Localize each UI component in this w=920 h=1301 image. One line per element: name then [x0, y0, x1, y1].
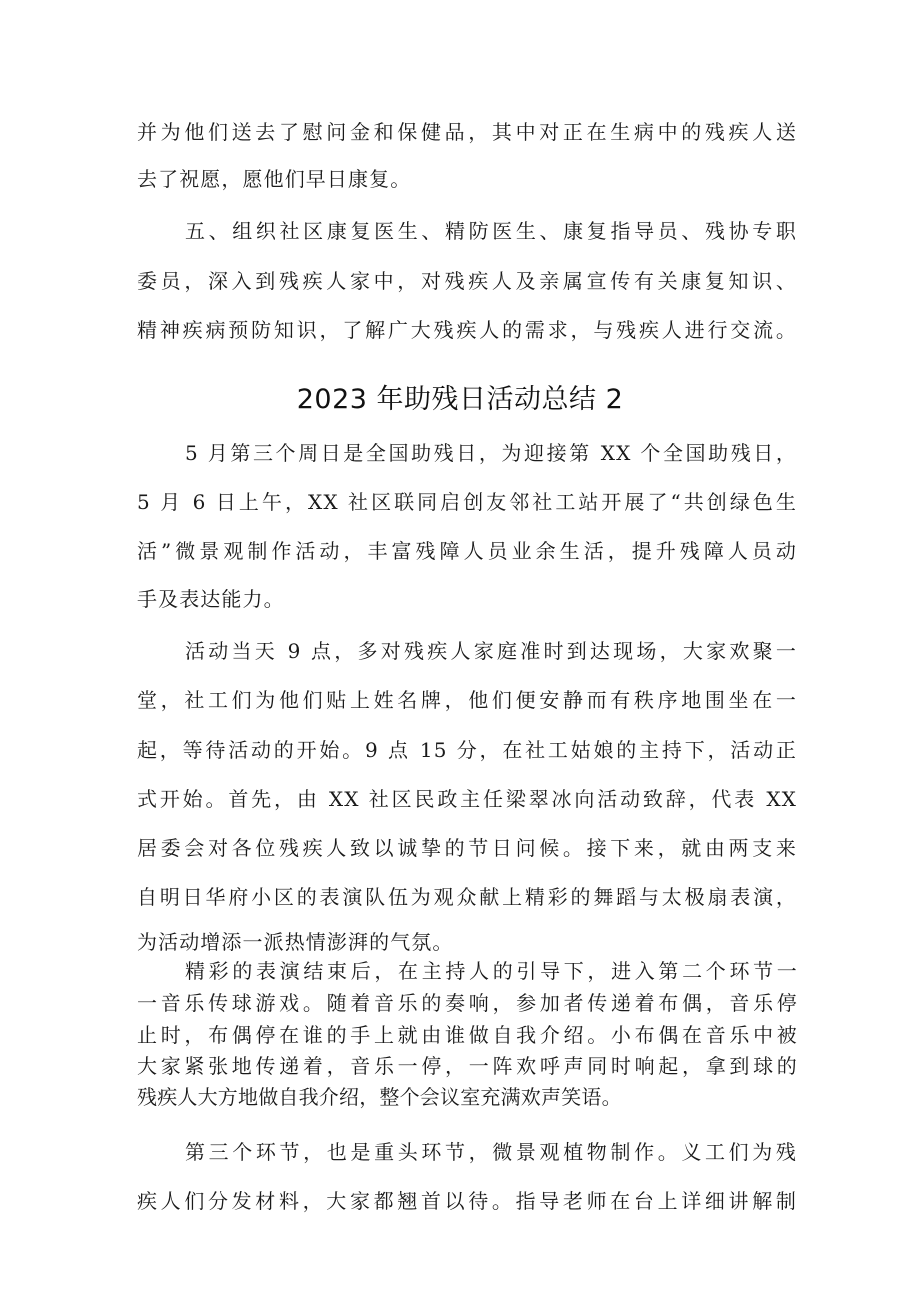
paragraph-line: 起，等待活动的开始。9 点 15 分，在社工姑娘的主持下，活动正 — [137, 738, 797, 762]
paragraph-line: 手及表达能力。 — [137, 587, 285, 611]
paragraph-line: 止时，布偶停在谁的手上就由谁做自我介绍。小布偶在音乐中被 — [137, 1023, 797, 1047]
paragraph-line: 堂，社工们为他们贴上姓名牌，他们便安静而有秩序地围坐在一 — [137, 688, 797, 712]
paragraph-line: 式开始。首先，由 XX 社区民政主任梁翠冰向活动致辞，代表 XX — [137, 787, 797, 811]
paragraph-line: 自明日华府小区的表演队伍为观众献上精彩的舞蹈与太极扇表演， — [137, 885, 797, 909]
paragraph-line: 5 月第三个周日是全国助残日，为迎接第 XX 个全国助残日， — [185, 441, 797, 465]
paragraph-line: 一音乐传球游戏。随着音乐的奏响，参加者传递着布偶，音乐停 — [137, 991, 797, 1015]
paragraph-line: 活”微景观制作活动，丰富残障人员业余生活，提升残障人员动 — [137, 539, 797, 563]
paragraph-line: 5 月 6 日上午，XX 社区联同启创友邻社工站开展了“共创绿色生 — [137, 490, 797, 514]
paragraph-line: 居委会对各位残疾人致以诚挚的节日问候。接下来，就由两支来 — [137, 836, 797, 860]
paragraph-line: 精神疾病预防知识，了解广大残疾人的需求，与残疾人进行交流。 — [137, 318, 797, 342]
paragraph-line: 并为他们送去了慰问金和保健品，其中对正在生病中的残疾人送 — [137, 120, 797, 144]
paragraph-line: 活动当天 9 点，多对残疾人家庭准时到达现场，大家欢聚一 — [185, 639, 797, 663]
paragraph-line: 第三个环节，也是重头环节，微景观植物制作。义工们为残 — [185, 1140, 797, 1164]
paragraph-line: 为活动增添一派热情澎湃的气氛。 — [137, 930, 454, 954]
paragraph-line: 委员，深入到残疾人家中，对残疾人及亲属宣传有关康复知识、 — [137, 269, 797, 293]
section-heading: 2023 年助残日活动总结 2 — [296, 384, 624, 415]
paragraph-line: 大家紧张地传递着，音乐一停，一阵欢呼声同时响起，拿到球的 — [137, 1054, 797, 1078]
paragraph-line: 疾人们分发材料，大家都翘首以待。指导老师在台上详细讲解制 — [137, 1189, 797, 1213]
paragraph-line: 去了祝愿，愿他们早日康复。 — [137, 167, 412, 191]
paragraph-line: 残疾人大方地做自我介绍，整个会议室充满欢声笑语。 — [137, 1085, 622, 1109]
paragraph-line: 精彩的表演结束后，在主持人的引导下，进入第二个环节一 — [185, 959, 797, 983]
paragraph-line: 五、组织社区康复医生、精防医生、康复指导员、残协专职 — [185, 219, 797, 243]
